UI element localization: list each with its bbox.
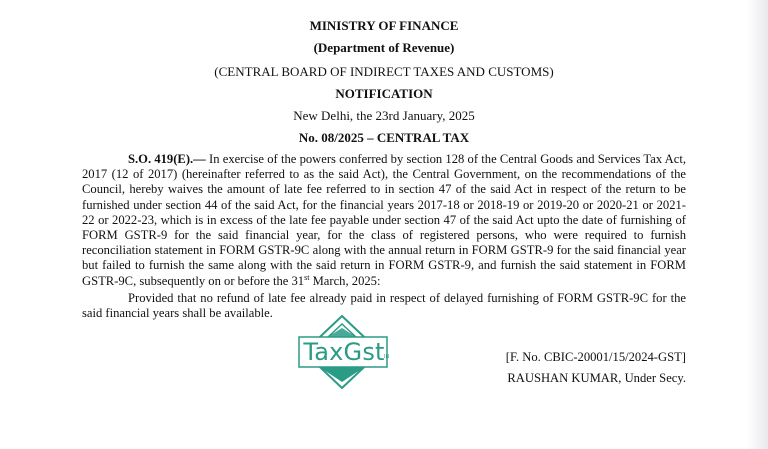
proviso-paragraph: Provided that no refund of late fee already paid in respect of delayed furnishing of FORM GSTR-9C for the said financial years shall be available. [82, 291, 686, 321]
taxgst-logo [296, 314, 396, 390]
so-number: S.O. 419(E).— [128, 152, 206, 166]
main-paragraph-text: In exercise of the powers conferred by section 128 of the Central Goods and Services Tax Act, 2017 (12 of 2017) (hereinafter referred to as the said Act), the Central Government, on the recommendations of the Council, hereby waives the amount of late fee referred to in section 47 of the said Act in respect of the return to be furnished under section 44 of the said Act, for the financial years 2017-18 or 2018-19 or 2019-20 or 2020-21 or 2021-22 or 2022-23, which is in excess of the late fee payable under section 47 of the said Act upto the date of furnishing of FORM GSTR-9 for the said financial year, for the class of registered persons, who were required to furnish reconciliation statement in FORM GSTR-9C along with the annual return in FORM GSTR-9 for the said financial year but failed to furnish the same along with the said return in FORM GSTR-9, and furnish the said statement in FORM GSTR-9C, subsequently on or before the 31 [82, 152, 686, 288]
page-edge-shadow [746, 0, 768, 449]
logo-text: TaxGst [303, 338, 385, 366]
place-date: New Delhi, the 23rd January, 2025 [293, 108, 475, 123]
file-number: [F. No. CBIC-20001/15/2024-GST] [505, 350, 686, 364]
main-paragraph [82, 152, 686, 289]
signatory: RAUSHAN KUMAR, Under Secy. [507, 371, 686, 385]
department-heading: (Department of Revenue) [313, 40, 455, 55]
ministry-heading: MINISTRY OF FINANCE [309, 18, 459, 33]
board-heading: (CENTRAL BOARD OF INDIRECT TAXES AND CUSTOMS) [214, 64, 554, 79]
date-superscript: st [304, 272, 310, 282]
notification-number: No. 08/2025 – CENTRAL TAX [298, 130, 470, 145]
logo-suffix: IN [384, 354, 390, 360]
main-paragraph-end: March, 2025: [309, 273, 381, 288]
notification-heading: NOTIFICATION [335, 86, 433, 101]
